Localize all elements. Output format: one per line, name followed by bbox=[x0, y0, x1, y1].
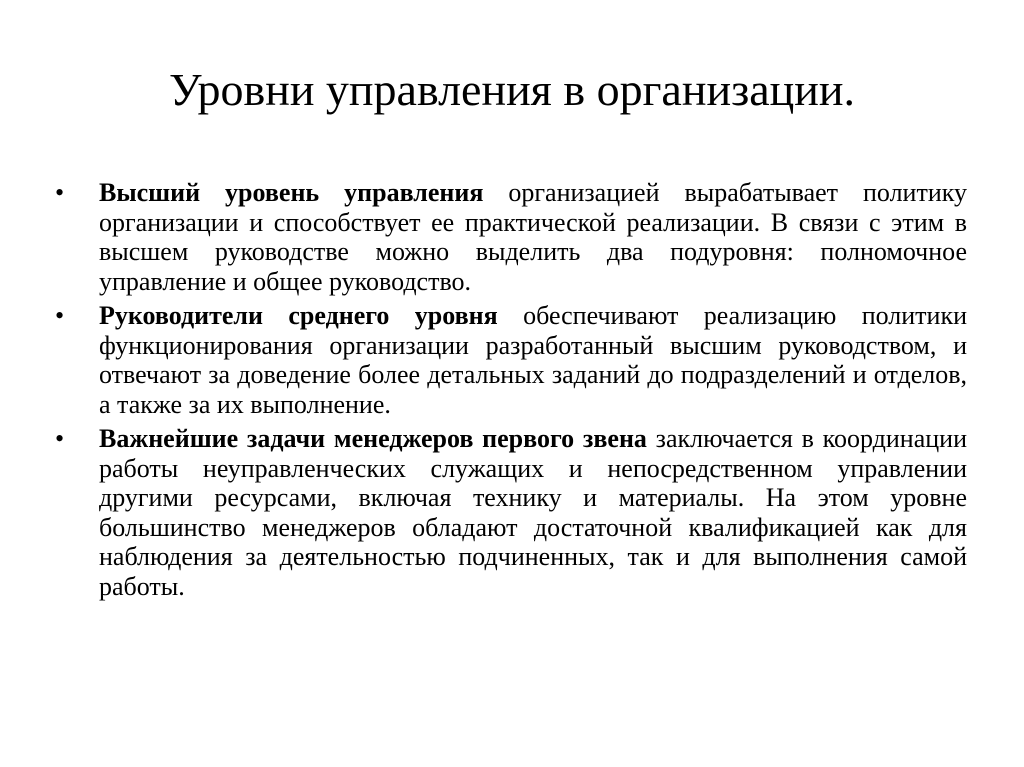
bullet-icon: • bbox=[55, 424, 65, 453]
bullet-item-top-management bbox=[55, 178, 967, 296]
slide-title: Уровни управления в организации. bbox=[168, 64, 856, 115]
bullet-text: организацией вырабатывает политику организации и способствует ее практической реализации. В связи с этим в высшем руководстве можно выделить два подуровня: полномочное управление и общее руководство. bbox=[99, 178, 967, 296]
bullet-lead: Высший уровень управления bbox=[99, 178, 484, 207]
bullet-icon: • bbox=[55, 178, 65, 207]
bullet-item-middle-management bbox=[55, 301, 967, 419]
bullet-item-first-line-management bbox=[55, 424, 967, 601]
bullet-list bbox=[55, 178, 967, 606]
bullet-lead: Важнейшие задачи менеджеров первого звена bbox=[99, 424, 647, 453]
bullet-lead: Руководители среднего уровня bbox=[99, 301, 498, 330]
bullet-icon: • bbox=[55, 301, 65, 330]
bullet-text: обеспечивают реализацию политики функционирования организации разработанный высшим руководством, и отвечают за доведение более детальных заданий до подразделений и отделов, а также за их выполнение. bbox=[99, 301, 967, 419]
bullet-text: заключается в координации работы неуправленческих служащих и непосредственном управлении другими ресурсами, включая технику и материалы. На этом уровне большинство менеджеров обладают достаточной квалификацией как для наблюдения за деятельностью подчиненных, так и для выполнения самой работы. bbox=[99, 424, 967, 601]
